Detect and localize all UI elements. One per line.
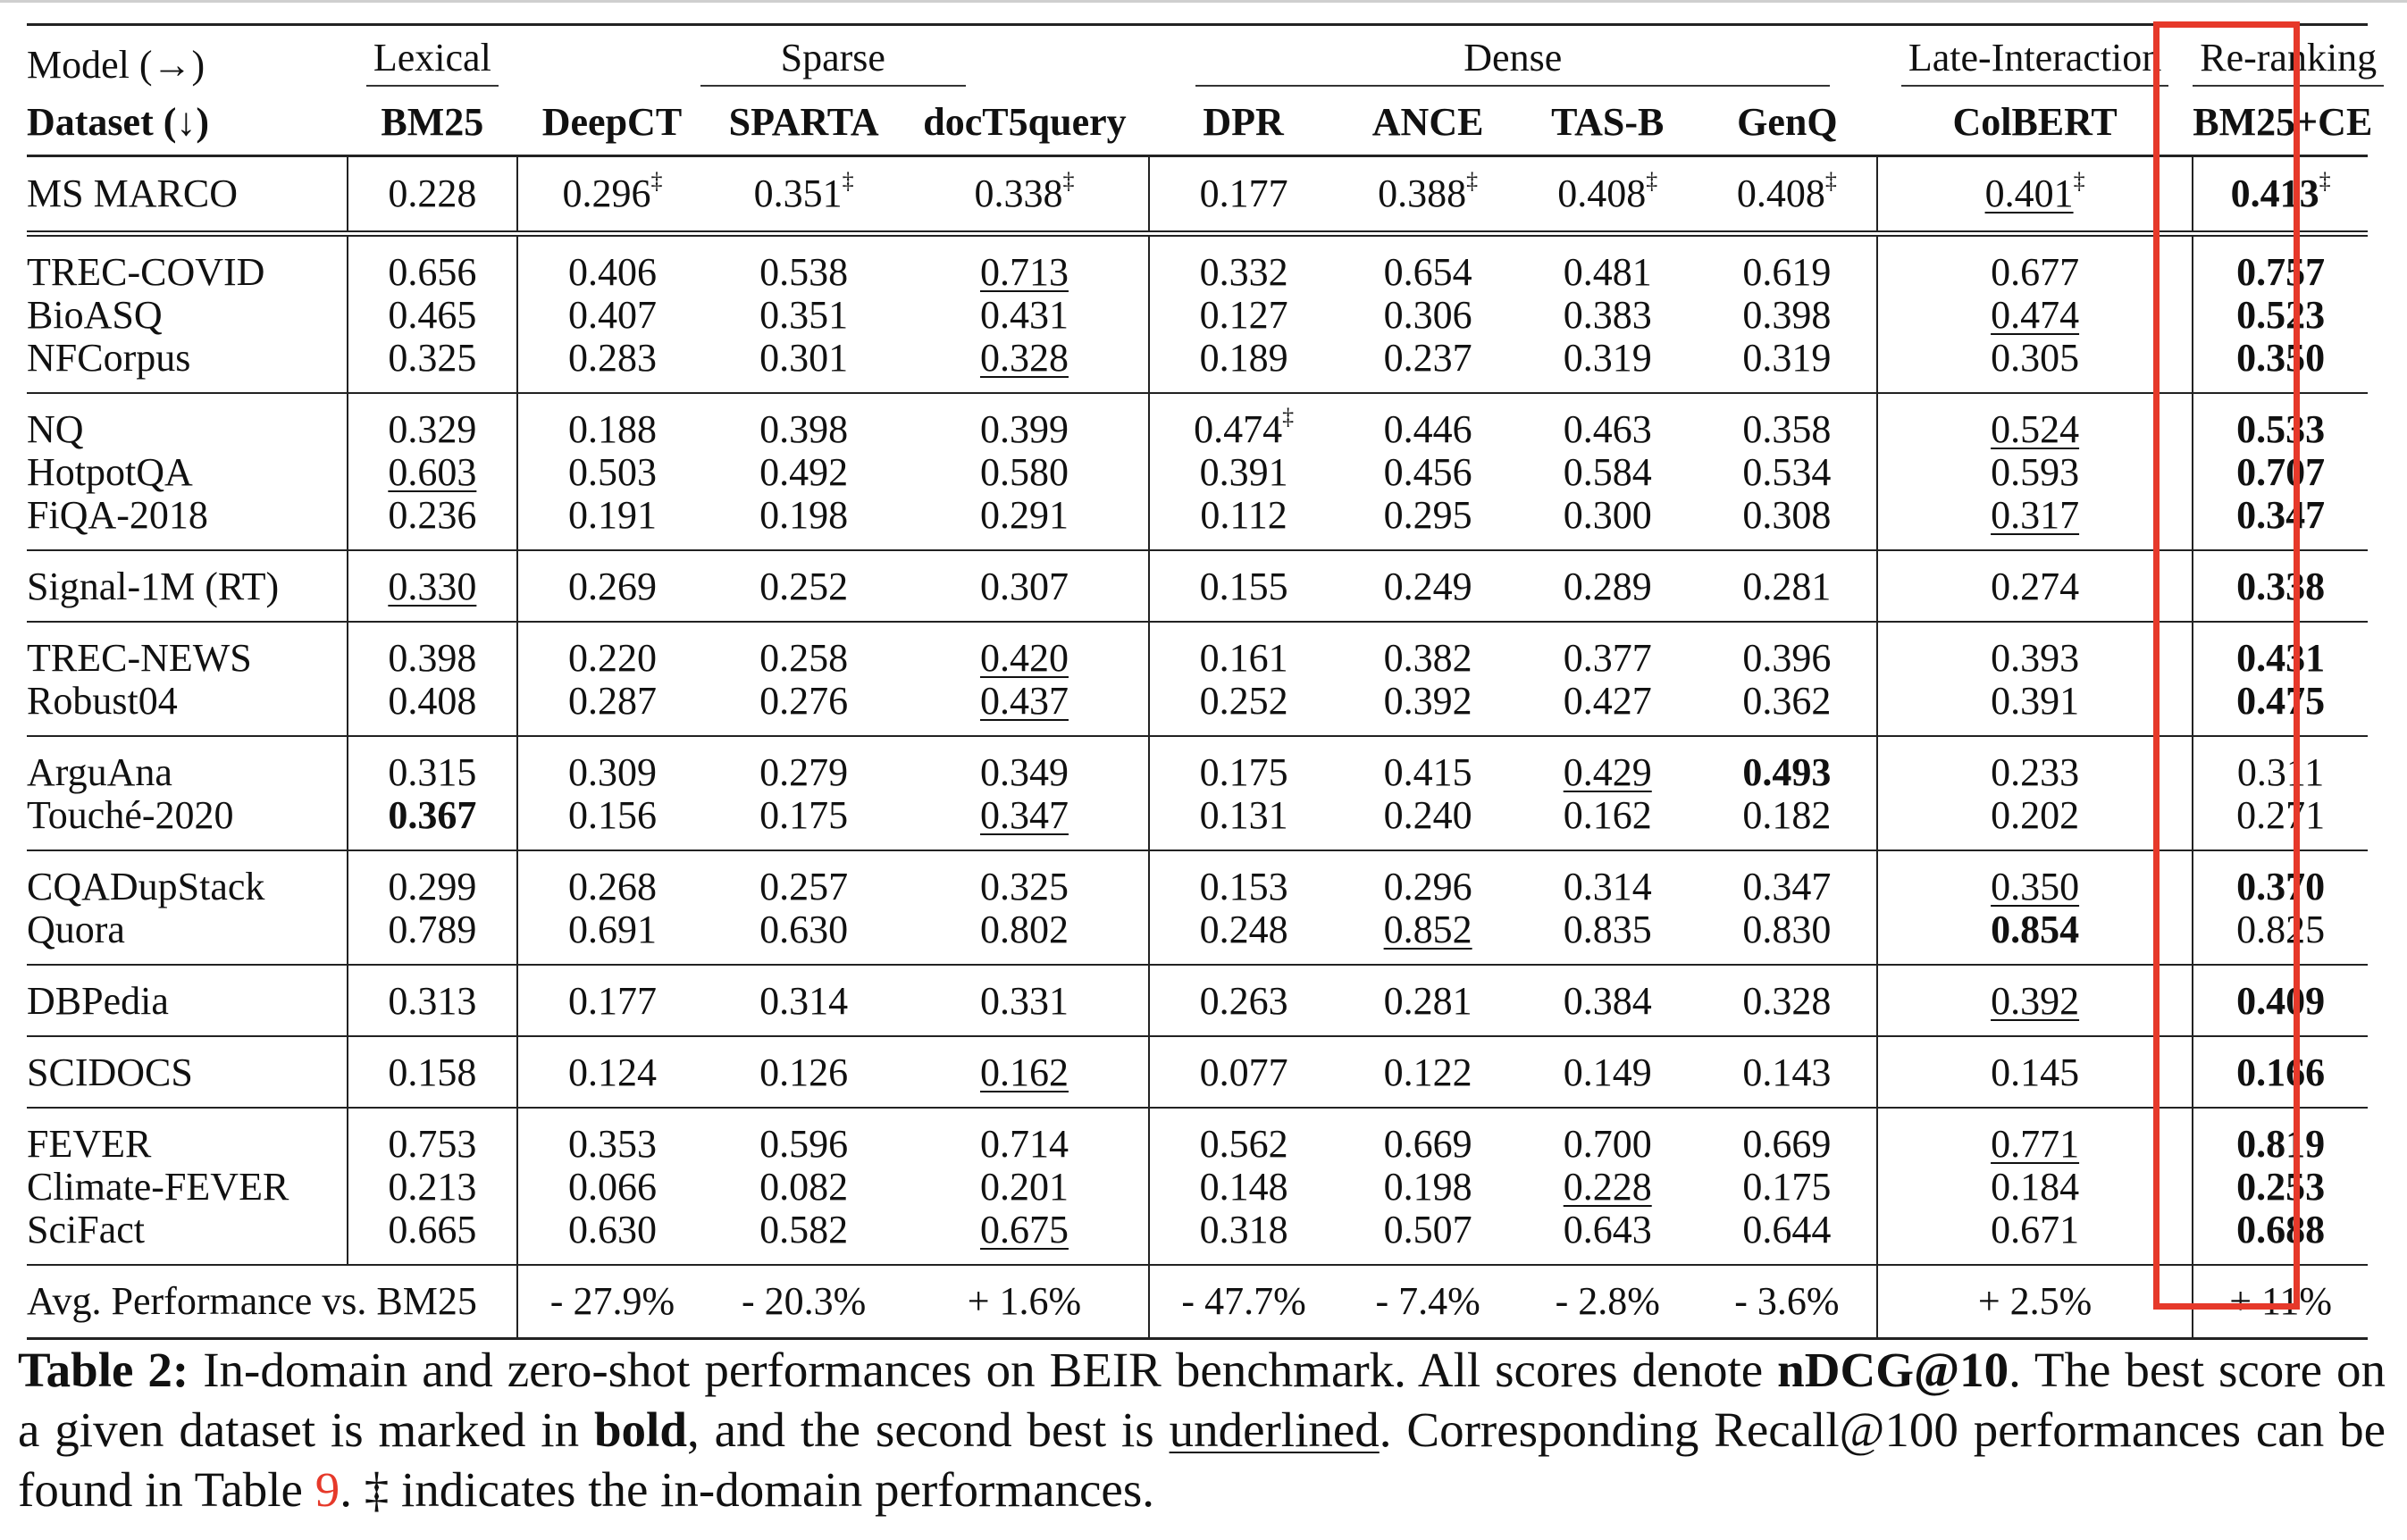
score-cell: 0.593 [1877,451,2193,494]
score-cell: 0.287 [567,679,657,723]
caption-benchmark: BEIR [1049,1343,1162,1397]
score-cell: 0.398 [348,622,517,680]
score-cell: 0.274 [1877,550,2193,622]
dataset-name: Climate-FEVER [27,1166,348,1209]
score-cell: 0.538 [707,234,901,295]
score-cell: 0.156 [567,793,657,837]
score-cell: 0.669 [1338,1108,1518,1166]
score-cell: 0.688 [2236,1208,2326,1251]
score-cell: 0.189 [1199,336,1288,380]
score-cell: 0.700 [1518,1108,1698,1166]
dataset-label: Dataset (↓) [27,90,348,156]
dataset-name: NQ [27,393,348,451]
score-cell: 0.279 [707,736,901,794]
score-cell: 0.358 [1698,393,1877,451]
score-cell: 0.362 [1698,680,1877,736]
table-row [27,550,2368,622]
score-cell: 0.580 [901,451,1148,494]
score-cell: 0.257 [707,850,901,908]
score-cell: 0.437 [901,680,1148,736]
col-header: DeepCT [517,90,707,156]
table-row [27,234,2368,295]
score-cell: 0.198 [1383,1165,1472,1209]
model-label: Model (→) [27,25,348,91]
score-cell: 0.145 [1877,1036,2193,1108]
dataset-name: Robust04 [27,680,348,736]
score-cell: 0.276 [759,679,849,723]
score-cell: 0.713 [901,234,1148,295]
dataset-name: MS MARCO [27,156,348,234]
score-cell: 0.328 [1698,965,1877,1036]
col-header: SPARTA [707,90,901,156]
score-cell: 0.431 [901,294,1148,337]
table-row [27,294,2368,337]
dataset-name: Quora [27,908,348,965]
score-cell: 0.481 [1518,234,1698,295]
score-cell: 0.446 [1338,393,1518,451]
results-table [27,23,2378,1340]
caption-bold-word: bold [593,1402,687,1457]
score-cell: 0.384 [1518,965,1698,1036]
col-header: ANCE [1338,90,1518,156]
score-cell: 0.456 [1383,450,1472,494]
score-cell: 0.308 [1698,494,1877,550]
top-divider [0,0,2407,3]
col-header: BM25+CE [2193,90,2368,156]
score-cell: 0.325 [348,337,517,393]
score-cell: 0.427 [1563,679,1652,723]
score-cell: 0.351 [759,293,849,337]
score-cell: 0.240 [1383,793,1472,837]
col-header: TAS-B [1518,90,1698,156]
score-cell: 0.066 [567,1165,657,1209]
score-cell: 0.492 [759,450,849,494]
score-cell: 0.233 [1877,736,2193,794]
dataset-name: SCIDOCS [27,1036,348,1108]
score-cell: 0.465 [348,294,517,337]
dataset-name: CQADupStack [27,850,348,908]
score-cell: 0.415 [1338,736,1518,794]
score-cell: 0.315 [348,736,517,794]
score-cell: 0.463 [1518,393,1698,451]
score-cell: 0.757 [2193,234,2368,295]
group-dense: Dense [1195,37,1830,87]
score-cell: 0.408 [348,680,517,736]
col-header: BM25 [348,90,517,156]
score-cell: 0.175 [1149,736,1338,794]
score-cell: 0.349 [901,736,1148,794]
score-cell: 0.353 [517,1108,707,1166]
dataset-name: SciFact [27,1209,348,1265]
score-cell: 0.654 [1338,234,1518,295]
score-cell: 0.398 [707,393,901,451]
score-cell: 0.377 [1518,622,1698,680]
score-cell: 0.112 [1200,493,1287,537]
score-cell: 0.309 [517,736,707,794]
score-cell: 0.350 [1877,850,2193,908]
score-cell: 0.393 [1877,622,2193,680]
score-cell: 0.188 [517,393,707,451]
score-cell: 0.263 [1149,965,1338,1036]
dataset-name: HotpotQA [27,451,348,494]
average-value: - 3.6% [1698,1265,1877,1339]
score-cell: 0.350 [2236,336,2326,380]
table-row [27,680,2368,736]
score-cell: 0.252 [707,550,901,622]
table-row [27,1166,2368,1209]
score-cell: 0.338 [2193,550,2368,622]
average-value: - 7.4% [1338,1265,1518,1339]
score-cell: 0.319 [1698,337,1877,393]
score-cell: 0.332 [1149,234,1338,295]
score-cell: 0.677 [1877,234,2193,295]
score-cell: 0.148 [1199,1165,1288,1209]
table-row [27,1209,2368,1265]
average-value: + 11% [2193,1265,2368,1339]
group-late-interaction: Late-Interaction [1901,37,2168,87]
header-group-row [27,25,2368,91]
score-cell: 0.258 [707,622,901,680]
header-model-row [27,90,2368,156]
score-cell: 0.789 [348,908,517,965]
caption-label: Table 2: [18,1343,189,1397]
score-cell: 0.534 [1698,451,1877,494]
score-cell: 0.317 [1877,494,2193,550]
score-cell: 0.122 [1338,1036,1518,1108]
score-cell: 0.268 [517,850,707,908]
table-reference-link[interactable]: 9 [315,1462,340,1517]
score-cell: 0.431 [2193,622,2368,680]
score-cell: 0.126 [707,1036,901,1108]
score-cell: 0.603 [348,451,517,494]
score-cell: 0.409 [2193,965,2368,1036]
score-cell: 0.149 [1518,1036,1698,1108]
score-cell: 0.161 [1149,622,1338,680]
score-cell: 0.852 [1383,908,1472,951]
score-cell: 0.596 [707,1108,901,1166]
dataset-name: BioASQ [27,294,348,337]
score-cell: 0.127 [1199,293,1288,337]
score-cell: 0.213 [348,1166,517,1209]
score-cell: 0.582 [759,1208,849,1251]
score-cell: 0.177 [1199,172,1288,215]
table-row [27,794,2368,850]
score-cell: 0.289 [1518,550,1698,622]
score-cell: 0.408‡ [1698,156,1877,234]
score-cell: 0.398 [1698,294,1877,337]
score-cell: 0.619 [1698,234,1877,295]
score-cell: 0.131 [1199,793,1288,837]
score-cell: 0.202 [1877,794,2193,850]
score-cell: 0.153 [1149,850,1338,908]
score-cell: 0.347 [901,794,1148,850]
score-cell: 0.691 [567,908,657,951]
score-cell: 0.296‡ [562,168,663,215]
table-row [27,451,2368,494]
score-cell: 0.300 [1563,493,1652,537]
score-cell: 0.198 [759,493,849,537]
average-value: - 47.7% [1149,1265,1338,1339]
score-cell: 0.351‡ [753,168,854,215]
score-cell: 0.228 [348,156,517,234]
score-cell: 0.305 [1877,337,2193,393]
score-cell: 0.077 [1149,1036,1338,1108]
score-cell: 0.830 [1698,908,1877,965]
dataset-name: TREC-NEWS [27,622,348,680]
score-cell: 0.507 [1383,1208,1472,1251]
col-header: GenQ [1698,90,1877,156]
score-cell: 0.825 [2236,908,2326,951]
caption-underlined-word: underlined [1169,1402,1380,1457]
dataset-name: TREC-COVID [27,234,348,295]
score-cell: 0.325 [901,850,1148,908]
dataset-name: Touché-2020 [27,794,348,850]
score-cell: 0.533 [2193,393,2368,451]
table-row [27,156,2368,234]
score-cell: 0.220 [517,622,707,680]
score-cell: 0.399 [901,393,1148,451]
score-cell: 0.158 [348,1036,517,1108]
score-cell: 0.819 [2193,1108,2368,1166]
score-cell: 0.228 [1563,1165,1652,1209]
score-cell: 0.474‡ [1149,393,1338,451]
table-row [27,622,2368,680]
score-cell: 0.299 [348,850,517,908]
average-label: Avg. Performance vs. BM25 [27,1265,517,1339]
score-cell: 0.391 [1877,680,2193,736]
score-cell: 0.523 [2236,293,2326,337]
caption-text: , and the second best is [686,1402,1170,1457]
score-cell: 0.802 [901,908,1148,965]
score-cell: 0.630 [759,908,849,951]
score-cell: 0.835 [1563,908,1652,951]
group-reranking: Re-ranking [2193,37,2384,87]
average-value: - 2.8% [1518,1265,1698,1339]
score-cell: 0.329 [348,393,517,451]
score-cell: 0.493 [1698,736,1877,794]
score-cell: 0.143 [1698,1036,1877,1108]
score-cell: 0.391 [1199,450,1288,494]
score-cell: 0.671 [1877,1209,2193,1265]
score-cell: 0.162 [1563,793,1652,837]
score-cell: 0.295 [1383,493,1472,537]
score-cell: 0.562 [1149,1108,1338,1166]
score-cell: 0.162 [901,1036,1148,1108]
score-cell: 0.475 [2236,679,2326,723]
table-caption [18,1340,2386,1519]
score-cell: 0.429 [1518,736,1698,794]
score-cell: 0.630 [567,1208,657,1251]
score-cell: 0.249 [1338,550,1518,622]
col-header: ColBERT [1877,90,2193,156]
table-row [27,337,2368,393]
score-cell: 0.155 [1149,550,1338,622]
score-cell: 0.124 [517,1036,707,1108]
score-cell: 0.406 [517,234,707,295]
group-lexical: Lexical [366,37,499,87]
caption-metric: nDCG@10 [1777,1343,2009,1397]
score-cell: 0.584 [1563,450,1652,494]
average-value: + 2.5% [1877,1265,2193,1339]
score-cell: 0.413‡ [2230,168,2331,215]
score-cell: 0.669 [1698,1108,1877,1166]
score-cell: 0.347 [2236,493,2326,537]
average-row [27,1265,2368,1339]
score-cell: 0.367 [348,794,517,850]
score-cell: 0.269 [517,550,707,622]
score-cell: 0.392 [1877,965,2193,1036]
score-cell: 0.201 [901,1166,1148,1209]
reranking-highlight-box [2153,21,2300,1310]
table-row [27,1108,2368,1166]
score-cell: 0.182 [1698,794,1877,850]
table-row [27,1036,2368,1108]
score-cell: 0.331 [901,965,1148,1036]
col-header: DPR [1149,90,1338,156]
table-row [27,908,2368,965]
score-cell: 0.656 [348,234,517,295]
score-cell: 0.177 [517,965,707,1036]
table-row [27,736,2368,794]
score-cell: 0.191 [567,493,657,537]
score-cell: 0.474 [1877,294,2193,337]
col-header: docT5query [901,90,1148,156]
table-row [27,850,2368,908]
score-cell: 0.643 [1563,1208,1652,1251]
table-row [27,393,2368,451]
score-cell: 0.301 [759,336,849,380]
caption-text: benchmark. All scores denote [1161,1343,1778,1397]
score-cell: 0.175 [1698,1166,1877,1209]
score-cell: 0.714 [901,1108,1148,1166]
score-cell: 0.283 [567,336,657,380]
caption-text: . ‡ indicates the in-domain performances. [340,1462,1154,1517]
score-cell: 0.314 [707,965,901,1036]
score-cell: 0.328 [901,337,1148,393]
caption-text: . The best score on a given dataset is marked in [18,1343,2386,1457]
score-cell: 0.248 [1199,908,1288,951]
score-cell: 0.291 [901,494,1148,550]
table-row [27,494,2368,550]
score-cell: 0.271 [2236,793,2326,837]
score-cell: 0.407 [567,293,657,337]
score-cell: 0.082 [759,1165,849,1209]
score-cell: 0.319 [1563,336,1652,380]
dataset-name: FEVER [27,1108,348,1166]
score-cell: 0.236 [348,494,517,550]
caption-text: . Corresponding Recall@100 performances can be found in Table [18,1402,2386,1517]
score-cell: 0.854 [1877,908,2193,965]
score-cell: 0.382 [1338,622,1518,680]
score-cell: 0.307 [901,550,1148,622]
score-cell: 0.644 [1698,1209,1877,1265]
score-cell: 0.313 [348,965,517,1036]
score-cell: 0.370 [2193,850,2368,908]
score-cell: 0.338‡ [901,156,1148,234]
score-cell: 0.753 [348,1108,517,1166]
score-cell: 0.420 [901,622,1148,680]
score-cell: 0.311 [2193,736,2368,794]
score-cell: 0.771 [1877,1108,2193,1166]
group-sparse: Sparse [700,37,966,87]
dataset-name: FiQA-2018 [27,494,348,550]
score-cell: 0.296 [1338,850,1518,908]
score-cell: 0.184 [1877,1166,2193,1209]
average-value: - 27.9% [517,1265,707,1339]
score-cell: 0.237 [1383,336,1472,380]
average-value: + 1.6% [901,1265,1148,1339]
score-cell: 0.314 [1518,850,1698,908]
score-cell: 0.253 [2236,1165,2326,1209]
score-cell: 0.166 [2193,1036,2368,1108]
score-cell: 0.401‡ [1877,156,2193,234]
score-cell: 0.252 [1199,679,1288,723]
score-cell: 0.396 [1698,622,1877,680]
score-cell: 0.347 [1698,850,1877,908]
score-cell: 0.306 [1383,293,1472,337]
dataset-name: DBPedia [27,965,348,1036]
score-cell: 0.707 [2236,450,2326,494]
score-cell: 0.675 [901,1209,1148,1265]
dataset-name: ArguAna [27,736,348,794]
score-cell: 0.318 [1199,1208,1288,1251]
table-row [27,965,2368,1036]
dataset-name: Signal-1M (RT) [27,550,348,622]
caption-text: In-domain and zero-shot performances on [189,1343,1050,1397]
score-cell: 0.524 [1877,393,2193,451]
score-cell: 0.388‡ [1378,168,1479,215]
dataset-name: NFCorpus [27,337,348,393]
score-cell: 0.330 [348,550,517,622]
score-cell: 0.383 [1563,293,1652,337]
score-cell: 0.281 [1698,550,1877,622]
score-cell: 0.408‡ [1557,168,1658,215]
score-cell: 0.175 [759,793,849,837]
score-cell: 0.665 [348,1209,517,1265]
score-cell: 0.503 [567,450,657,494]
results-table-container [27,23,2378,1340]
score-cell: 0.281 [1338,965,1518,1036]
score-cell: 0.392 [1383,679,1472,723]
average-value: - 20.3% [707,1265,901,1339]
